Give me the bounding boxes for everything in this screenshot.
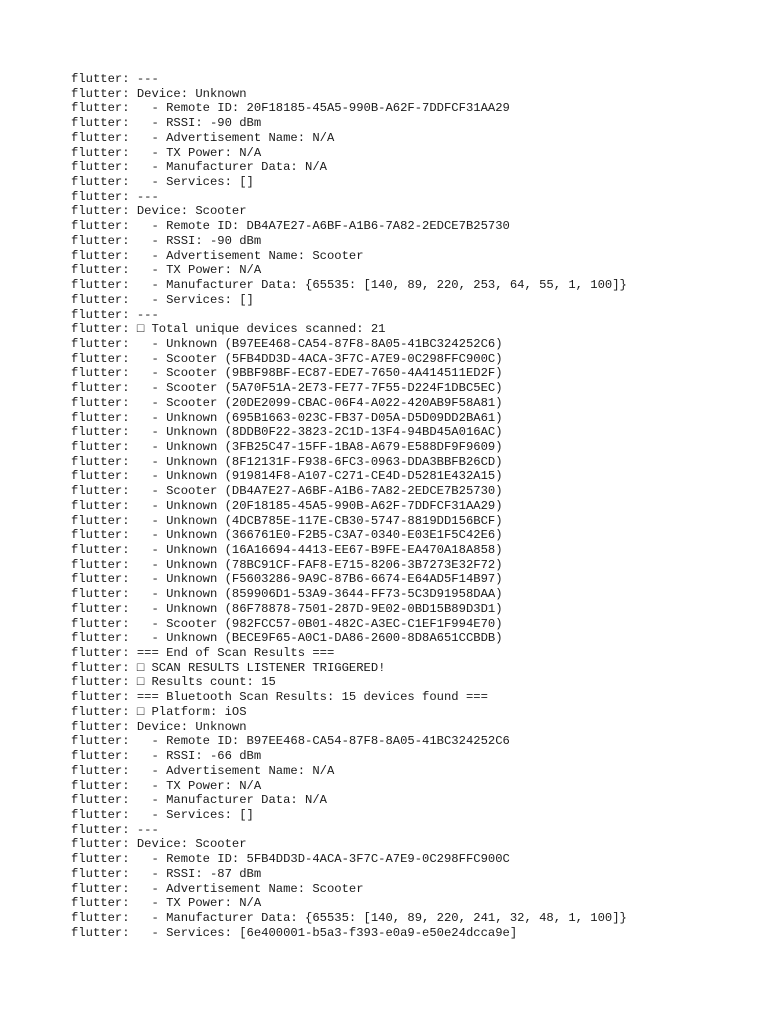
log-line: flutter: --- bbox=[71, 822, 159, 837]
log-line: flutter: - Remote ID: 20F18185-45A5-990B-A62F-7DDFCF31AA29 bbox=[71, 101, 510, 116]
log-line: flutter: - Unknown (919814F8-A107-C271-CE4D-D5281E432A15) bbox=[71, 469, 503, 484]
log-line: flutter: □ Platform: iOS bbox=[71, 704, 247, 719]
log-line: flutter: - Unknown (16A16694-4413-EE67-B9FE-EA470A18A858) bbox=[71, 543, 503, 557]
log-line: flutter: - TX Power: N/A bbox=[71, 778, 262, 793]
log-line: flutter: - Services: [6e400001-b5a3-f393-e0a9-e50e24dcca9e] bbox=[71, 925, 518, 940]
log-line: flutter: --- bbox=[71, 189, 159, 204]
log-line: flutter: - Unknown (859906D1-53A9-3644-FF73-5C3D91958DAA) bbox=[71, 587, 503, 602]
log-line: flutter: - Remote ID: B97EE468-CA54-87F8-8A05-41BC324252C6 bbox=[71, 734, 510, 749]
log-line: flutter: - Unknown (695B1663-023C-FB37-D05A-D5D09DD2BA61) bbox=[71, 410, 503, 425]
log-line: flutter: - RSSI: -90 dBm bbox=[71, 116, 262, 131]
log-line: flutter: - Advertisement Name: Scooter bbox=[71, 248, 364, 263]
log-line: flutter: - Unknown (20F18185-45A5-990B-A62F-7DDFCF31AA29) bbox=[71, 498, 503, 513]
log-line: flutter: - Unknown (B97EE468-CA54-87F8-8A05-41BC324252C6) bbox=[71, 336, 503, 351]
log-line: flutter: - Advertisement Name: N/A bbox=[71, 130, 335, 145]
log-line: flutter: --- bbox=[71, 307, 159, 322]
log-line: flutter: Device: Unknown bbox=[71, 719, 247, 734]
log-line: flutter: □ Total unique devices scanned: 21 bbox=[71, 322, 386, 337]
log-line: flutter: Device: Scooter bbox=[71, 837, 247, 852]
log-line: flutter: - Scooter (20DE2099-CBAC-06F4-A022-420AB9F58A81) bbox=[71, 395, 503, 410]
log-line: flutter: === End of Scan Results === bbox=[71, 646, 335, 661]
log-line: flutter: - TX Power: N/A bbox=[71, 896, 262, 911]
log-line: flutter: Device: Scooter bbox=[71, 204, 247, 219]
log-line: flutter: - Manufacturer Data: {65535: [140, 89, 220, 241, 32, 48, 1, 100]} bbox=[71, 910, 627, 925]
log-line: flutter: - Unknown (BECE9F65-A0C1-DA86-2600-8D8A651CCBDB) bbox=[71, 631, 503, 646]
log-line: flutter: - RSSI: -87 dBm bbox=[71, 866, 262, 881]
log-line bbox=[71, 940, 751, 955]
log-line: flutter: - Scooter (5FB4DD3D-4ACA-3F7C-A7E9-0C298FFC900C) bbox=[71, 351, 503, 366]
log-line: flutter: - Scooter (DB4A7E27-A6BF-A1B6-7A82-2EDCE7B25730) bbox=[71, 484, 503, 499]
log-line: flutter: - TX Power: N/A bbox=[71, 145, 262, 160]
log-line: flutter: Device: Unknown bbox=[71, 86, 247, 101]
log-line: flutter: - Unknown (8F12131F-F938-6FC3-0963-DDA3BBFB26CD) bbox=[71, 454, 503, 469]
log-line: flutter: - Services: [] bbox=[71, 292, 254, 307]
log-line: flutter: - TX Power: N/A bbox=[71, 263, 262, 278]
log-line: flutter: - Scooter (9BBF98BF-EC87-EDE7-7650-4A414511ED2F) bbox=[71, 366, 503, 381]
log-line: flutter: - Unknown (F5603286-9A9C-87B6-6674-E64AD5F14B97) bbox=[71, 572, 503, 587]
log-line: flutter: - Services: [] bbox=[71, 807, 254, 822]
log-line: flutter: - Unknown (366761E0-F2B5-C3A7-0340-E03E1F5C42E6) bbox=[71, 528, 503, 543]
log-line: flutter: - RSSI: -90 dBm bbox=[71, 233, 262, 248]
log-line: flutter: --- bbox=[71, 72, 159, 86]
log-line: flutter: - Remote ID: 5FB4DD3D-4ACA-3F7C-A7E9-0C298FFC900C bbox=[71, 852, 510, 867]
log-line: flutter: - Unknown (4DCB785E-117E-CB30-5747-8819DD156BCF) bbox=[71, 513, 503, 528]
log-line: flutter: - Unknown (86F78878-7501-287D-9E02-0BD15B89D3D1) bbox=[71, 601, 503, 616]
log-line: flutter: - Unknown (8DDB0F22-3823-2C1D-13F4-94BD45A016AC) bbox=[71, 425, 503, 440]
log-line: flutter: - Advertisement Name: Scooter bbox=[71, 881, 364, 896]
log-line: flutter: - Unknown (3FB25C47-15FF-1BA8-A679-E588DF9F9609) bbox=[71, 439, 503, 454]
log-line: flutter: - Manufacturer Data: N/A bbox=[71, 793, 327, 808]
log-line: flutter: - Scooter (982FCC57-0B01-482C-A3EC-C1EF1F994E70) bbox=[71, 616, 503, 631]
log-line: flutter: - RSSI: -66 dBm bbox=[71, 749, 262, 764]
log-line: flutter: - Manufacturer Data: N/A bbox=[71, 160, 327, 175]
log-line: flutter: - Unknown (78BC91CF-FAF8-E715-8206-3B7273E32F72) bbox=[71, 557, 503, 572]
console-log bbox=[71, 72, 751, 955]
log-line: flutter: - Advertisement Name: N/A bbox=[71, 763, 335, 778]
log-line: flutter: === Bluetooth Scan Results: 15 devices found === bbox=[71, 690, 488, 705]
log-line: flutter: □ SCAN RESULTS LISTENER TRIGGERED! bbox=[71, 660, 386, 675]
log-line: flutter: □ Results count: 15 bbox=[71, 675, 276, 690]
log-line: flutter: - Remote ID: DB4A7E27-A6BF-A1B6-7A82-2EDCE7B25730 bbox=[71, 219, 510, 234]
log-line: flutter: - Manufacturer Data: {65535: [140, 89, 220, 253, 64, 55, 1, 100]} bbox=[71, 278, 627, 293]
log-line: flutter: - Services: [] bbox=[71, 175, 254, 190]
log-line: flutter: - Scooter (5A70F51A-2E73-FE77-7F55-D224F1DBC5EC) bbox=[71, 381, 503, 396]
